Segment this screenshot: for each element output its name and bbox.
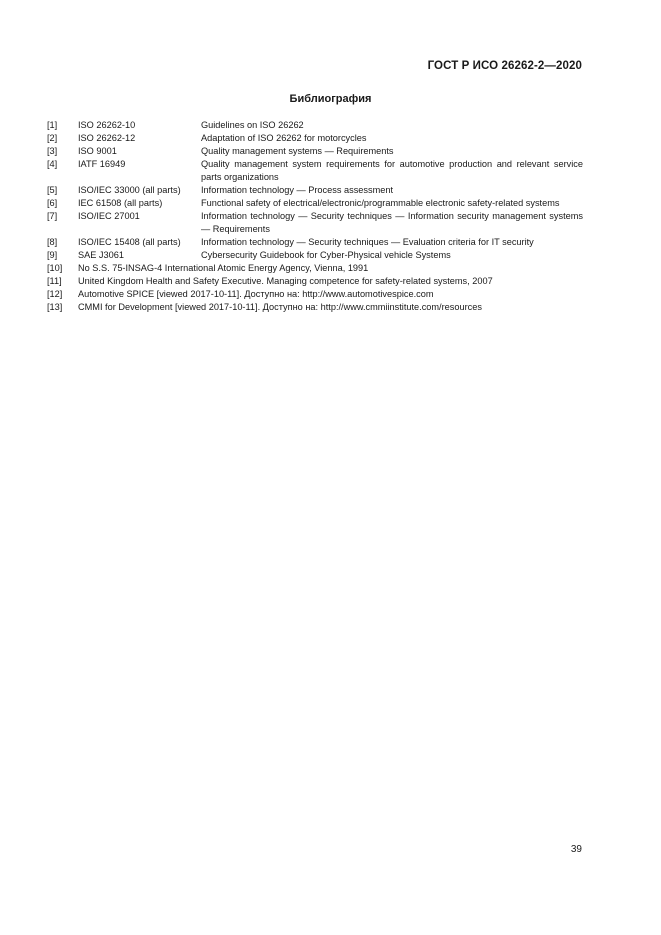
entry-number: [8] <box>47 237 58 247</box>
entry-code: IATF 16949 <box>78 159 126 169</box>
entry-code: ISO 26262-10 <box>78 120 136 130</box>
entry-number: [6] <box>47 198 58 208</box>
entry-title: Information technology — Security techniques — Evaluation criteria for IT security <box>201 237 534 247</box>
bibliography-entry <box>47 301 583 314</box>
entry-number: [2] <box>47 133 58 143</box>
bibliography-entry <box>47 249 583 262</box>
entry-title: Information technology — Process assessment <box>201 185 394 195</box>
entry-text: CMMI for Development [viewed 2017-10-11]. Доступно на: http://www.cmmiinstitute.com/resources <box>78 302 482 312</box>
entry-title: Quality management systems — Requirements <box>201 146 394 156</box>
entry-number: [1] <box>47 120 58 130</box>
entry-number: [13] <box>47 302 63 312</box>
entry-number: [11] <box>47 276 62 286</box>
bibliography-entry <box>47 158 583 184</box>
entry-number: [12] <box>47 289 63 299</box>
entry-code: SAE J3061 <box>78 250 124 260</box>
standard-code-header: ГОСТ Р ИСО 26262-2—2020 <box>427 60 582 72</box>
entry-number: [3] <box>47 146 58 156</box>
bibliography-entry <box>47 119 583 132</box>
entry-text: No S.S. 75-INSAG-4 International Atomic Energy Agency, Vienna, 1991 <box>78 263 369 273</box>
bibliography-entry <box>47 262 583 275</box>
entry-title: Information technology — Security techniques — Information security management systems — Requirements <box>201 211 583 234</box>
bibliography-entry <box>47 236 583 249</box>
entry-text: United Kingdom Health and Safety Executive. Managing competence for safety-related systems, 2007 <box>78 276 493 286</box>
entry-number: [10] <box>47 263 63 273</box>
entry-code: ISO 26262-12 <box>78 133 136 143</box>
entry-code: ISO 9001 <box>78 146 117 156</box>
bibliography-entry <box>47 210 583 236</box>
bibliography-entry <box>47 145 583 158</box>
entry-title: Adaptation of ISO 26262 for motorcycles <box>201 133 367 143</box>
bibliography-entry <box>47 288 583 301</box>
entry-title: Functional safety of electrical/electronic/programmable electronic safety-related systems <box>201 198 560 208</box>
entry-title: Guidelines on ISO 26262 <box>201 120 304 130</box>
bibliography-entry <box>47 197 583 210</box>
entry-title: Cybersecurity Guidebook for Cyber-Physical vehicle Systems <box>201 250 451 260</box>
bibliography-entry <box>47 275 583 288</box>
bibliography-entry <box>47 184 583 197</box>
page-number: 39 <box>570 844 582 855</box>
entry-text: Automotive SPICE [viewed 2017-10-11]. Доступно на: http://www.automotivespice.com <box>78 289 434 299</box>
entry-title: Quality management system requirements for automotive production and relevant service parts organizations <box>201 159 583 182</box>
entry-number: [9] <box>47 250 58 260</box>
bibliography-entry <box>47 132 583 145</box>
entry-code: IEC 61508 (all parts) <box>78 198 163 208</box>
entry-code: ISO/IEC 15408 (all parts) <box>78 237 181 247</box>
entry-code: ISO/IEC 33000 (all parts) <box>78 185 181 195</box>
entry-code: ISO/IEC 27001 <box>78 211 140 221</box>
bibliography-list <box>47 119 583 314</box>
entry-number: [7] <box>47 211 58 221</box>
entry-number: [4] <box>47 159 58 169</box>
entry-number: [5] <box>47 185 58 195</box>
bibliography-title: Библиография <box>289 93 372 105</box>
